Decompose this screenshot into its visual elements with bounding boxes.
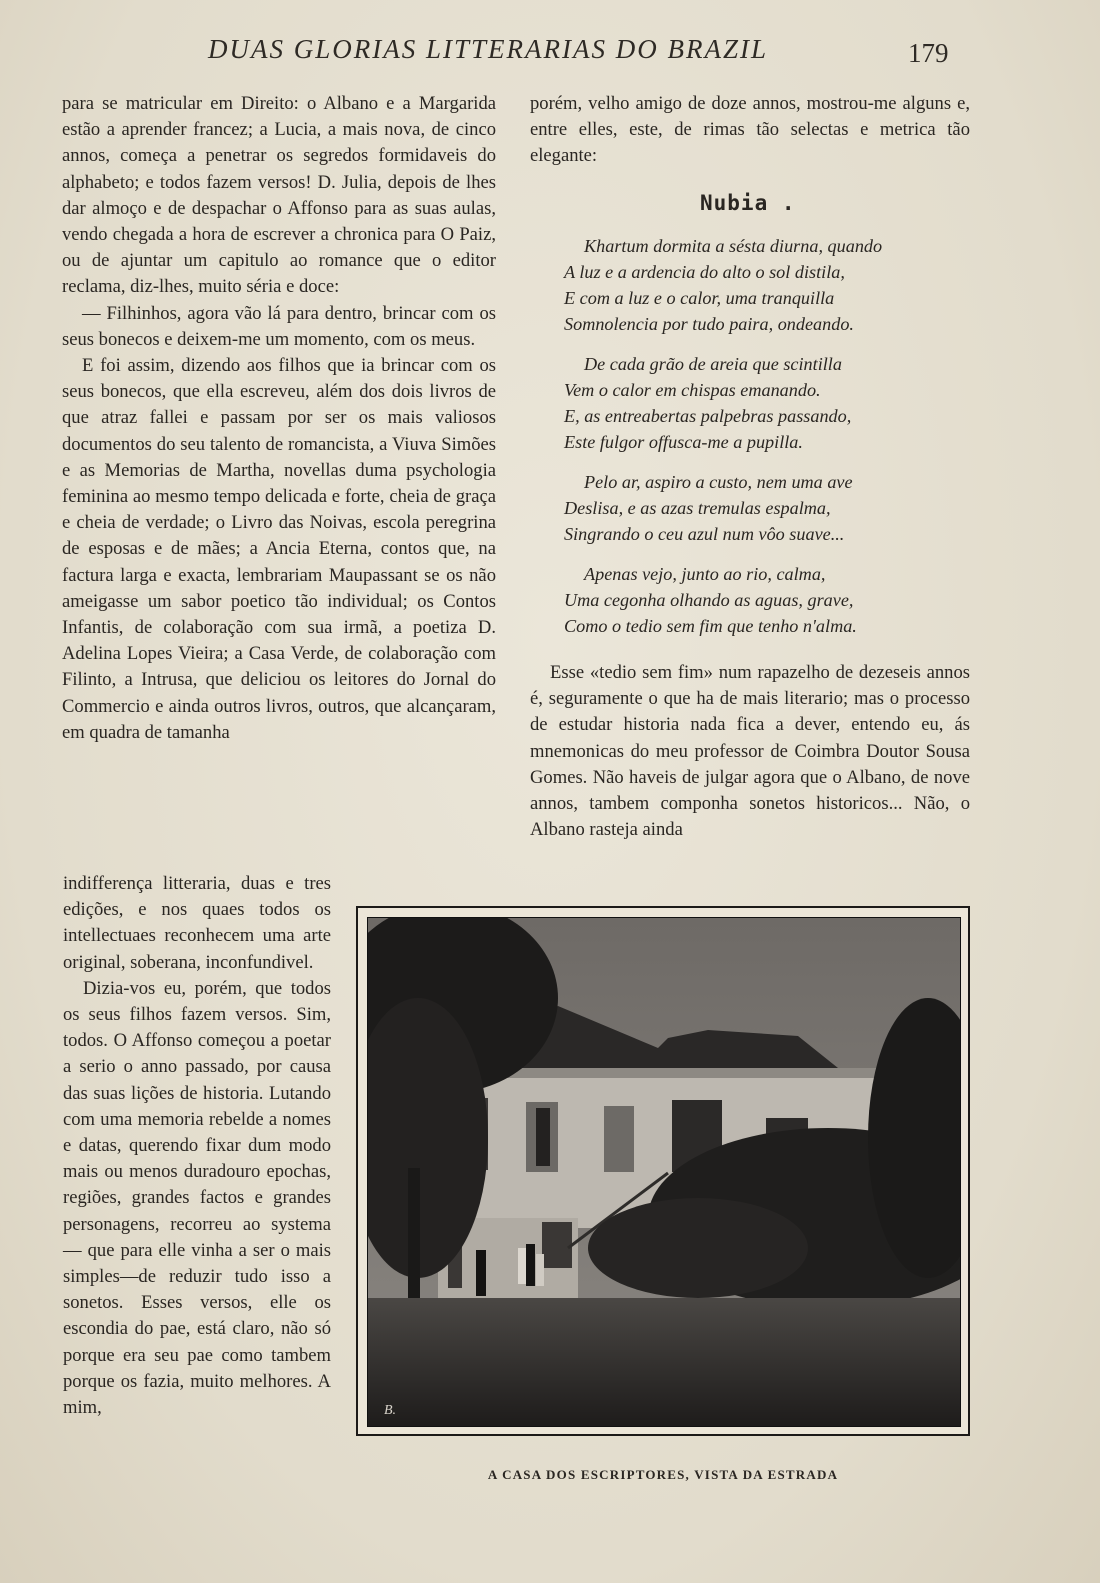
right-column [530,91,970,170]
poem-stanza [564,469,974,547]
poem-line: Khartum dormita a sésta diurna, quando [584,236,883,256]
photograph [356,906,970,1436]
paragraph: indifferença litteraria, duas e tres edições, e nos quaes todos os intellectuaes reconhecem uma arte original, soberana, inconfundivel. [63,873,331,973]
poem-stanza [564,233,974,337]
left-narrow-column [63,871,331,1421]
poem-line: Vem o calor em chispas emanando. [564,380,821,400]
poem-line: Como o tedio sem fim que tenho n'alma. [564,616,857,636]
paragraph: — Filhinhos, agora vão lá para dentro, brincar com os seus bonecos e deixem-me um momento, com os meus. [62,302,496,350]
page-header [0,34,1100,74]
ground [368,1298,960,1426]
poem-line: Uma cegonha olhando as aguas, grave, [564,590,854,610]
left-column [62,91,496,746]
poem-line: E, as entreabertas palpebras passando, [564,406,852,426]
house-photo [367,917,961,1427]
right-column-continuation [530,660,970,843]
paragraph: para se matricular em Direito: o Albano e a Margarida estão a aprender francez; a Lucia, a mais nova, de cinco annos, começa a penetrar os segredos formidaveis do alphabeto; e todos fazem versos! D. Julia, depois de lhes dar almoço e de despachar o Affonso para as suas aulas, vendo chegada a hora de escrever a chronica para O Paiz, ou de ajuntar um capitulo ao romance que o editor reclama, diz-lhes, muito séria e doce: [62,93,496,298]
photographer-signature: B. [384,1403,397,1418]
poem-stanza [564,561,974,639]
poem-line: De cada grão de areia que scintilla [584,354,842,374]
poem-line: Singrando o ceu azul num vôo suave... [564,524,845,544]
poem-line: Somnolencia por tudo paira, ondeando. [564,314,854,334]
paragraph: Esse «tedio sem fim» num rapazelho de dezeseis annos é, seguramente o que ha de mais literario; mas o processo de estudar historia nada fica a dever, entendo eu, ás mnemonicas do meu professor de Coimbra Doutor Sousa Gomes. Não haveis de julgar agora que o Albano, de nove annos, tambem componha sonetos historicos... Não, o Albano rasteja ainda [530,662,970,841]
poem-title: Nubia . [700,191,796,215]
poem-line: Deslisa, e as azas tremulas espalma, [564,498,831,518]
poem-line: Apenas vejo, junto ao rio, calma, [584,564,826,584]
paragraph: Dizia-vos eu, porém, que todos os seus filhos fazem versos. Sim, todos. O Affonso começou a poetar a serio o anno passado, por causa das suas lições de historia. Lutando com uma memoria rebelde a nomes e datas, querendo fixar dum modo mais ou menos duradouro epochas, regiões, grandes factos e grandes personagens, recorreu ao systema — que para elle vinha a ser o mais simples—de reduzir tudo isso a sonetos. Esses versos, elle os escondia do pae, está claro, não só porque era seu pae como tambem porque os fazia, muito melhores. A mim, [63,977,331,1419]
photo-caption: A CASA DOS ESCRIPTORES, VISTA DA ESTRADA [487,1467,839,1482]
poem-stanza [564,351,974,455]
poem-line: E com a luz e o calor, uma tranquilla [564,288,835,308]
poem [564,233,974,653]
poem-line: Pelo ar, aspiro a custo, nem uma ave [584,472,853,492]
page-number: 179 [908,38,949,68]
paragraph: E foi assim, dizendo aos filhos que ia brincar com os seus bonecos, que ella escreveu, além dos dois livros de que atraz fallei e passam por ser os mais valiosos documentos do seu talento de romancista, a Viuva Simões e as Memorias de Martha, novellas duma psychologia feminina ao mesmo tempo delicada e forte, cheia de graça e cheia de verdade; o Livro das Noivas, escola peregrina de esposas e de mães; a Ancia Eterna, contos que, na factura larga e exacta, lembrariam Maupassant se os não ameigasse um sabor poetico tão individual; os Contos Infantis, de colaboração com sua irmã, a poetiza D. Adelina Lopes Vieira; a Casa Verde, de colaboração com Filinto, a Intrusa, que deliciou os leitores do Jornal do Commercio e ainda outros livros, outros, que alcançaram, em quadra de tamanha [62,355,496,743]
poem-line: A luz e a ardencia do alto o sol distila, [564,262,845,282]
paragraph: porém, velho amigo de doze annos, mostrou-me alguns e, entre elles, este, de rimas tão selectas e metrica tão elegante: [530,93,970,167]
poem-line: Este fulgor offusca-me a pupilla. [564,432,803,452]
running-title: DUAS GLORIAS LITTERARIAS DO BRAZIL [208,34,768,64]
